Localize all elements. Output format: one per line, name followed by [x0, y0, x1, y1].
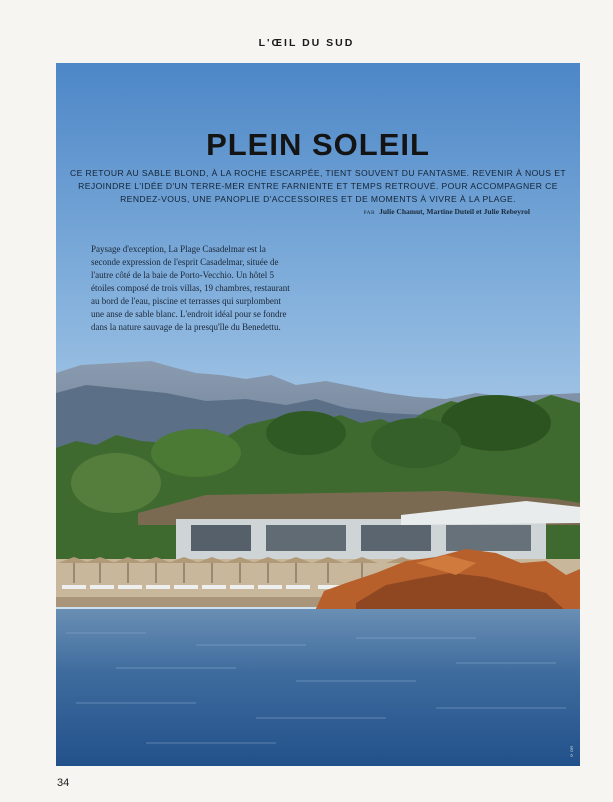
- article-title: PLEIN SOLEIL: [206, 127, 430, 162]
- page-number: 34: [57, 777, 70, 789]
- photo-credit: © DR: [569, 746, 574, 758]
- byline-names: Julie Chamut, Martine Duteil et Julie Rebeyrol: [379, 207, 530, 216]
- byline-prefix: PAR: [363, 210, 376, 216]
- byline: [364, 207, 530, 216]
- intro-paragraph: Paysage d'exception, La Plage Casadelmar est la seconde expression de l'esprit Casadelmar, située de l'autre côté de la baie de Porto-Vecchio. Un hôtel 5 étoiles composé de trois villas, 19 chambres, restaurant au bord de l'eau, piscine et terrasses qui surplombent une anse de sable blanc. L'endroit idéal pour se fondre dans la nature sauvage de la presqu'île du Benedettu.: [91, 244, 290, 332]
- section-tag: L'ŒIL DU SUD: [258, 37, 355, 49]
- article-deck: CE RETOUR AU SABLE BLOND, À LA ROCHE ESCARPÉE, TIENT SOUVENT DU FANTASME. REVENIR À NOUS ET REJOINDRE L'IDÉE D'UN TERRE-MER ENTRE FARNIENTE ET TEMPS RETROUVÉ. POUR ACCOMPAGNER CE RENDEZ-VOUS, UNE PANOPLIE D'ACCESSOIRES ET DE MOMENTS À VIVRE À LA PLAGE.: [70, 168, 566, 204]
- beach-photo: [56, 63, 580, 766]
